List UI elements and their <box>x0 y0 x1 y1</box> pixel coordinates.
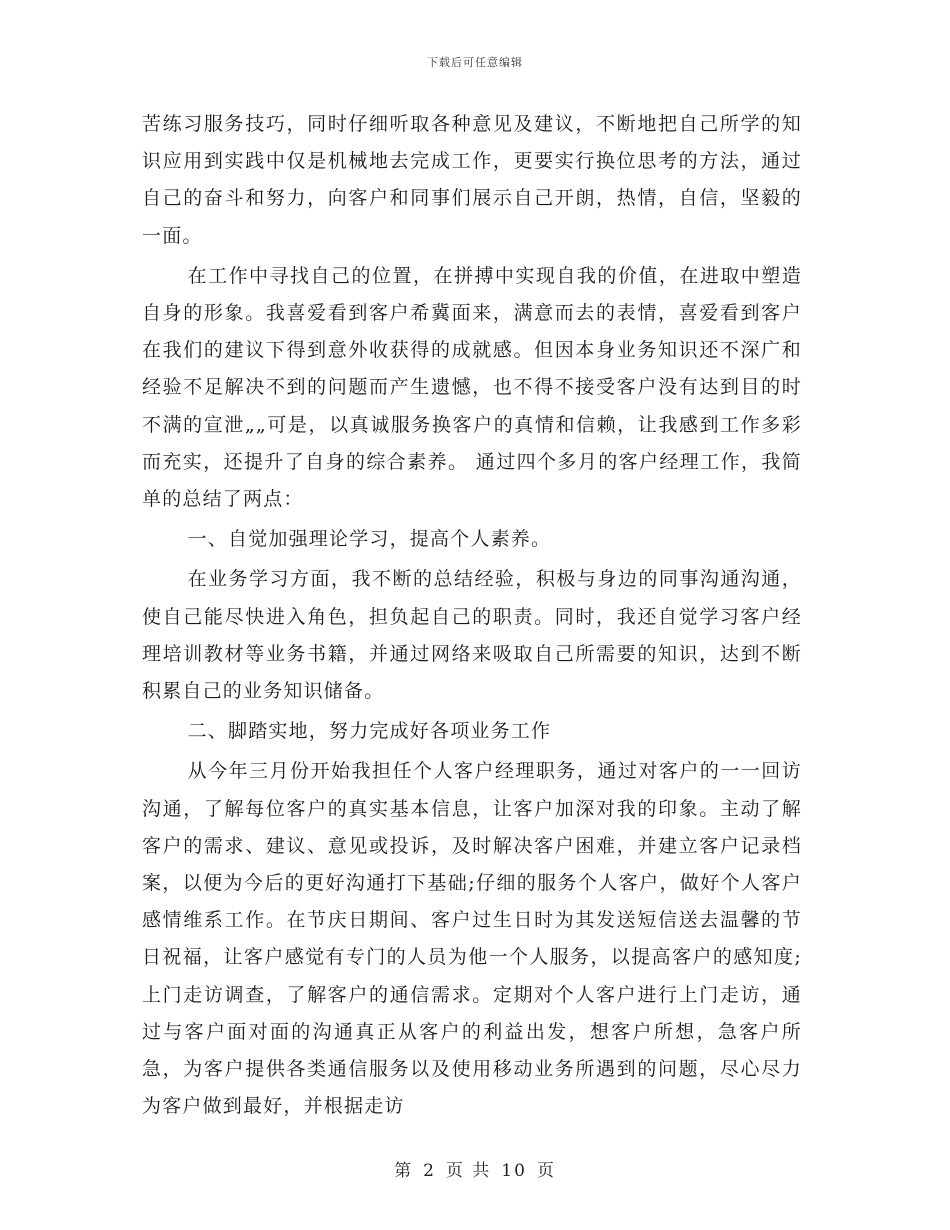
footer-prefix: 第 <box>394 1161 414 1181</box>
page-footer <box>0 1156 950 1181</box>
page-header-note: 下载后可任意编辑 <box>427 56 523 69</box>
document-body <box>142 106 802 1128</box>
paragraph-4: 在业务学习方面，我不断的总结经验，积极与身边的同事沟通沟通，使自己能尽快进入角色，担负起自己的职责。同时，我还自觉学习客户经理培训教材等业务书籍，并通过网络来吸取自己所需要的知识，达到不断积累自己的业务知识储备。 <box>142 568 802 703</box>
footer-total-pages: 10 <box>501 1161 527 1181</box>
paragraph-3-heading: 一、自觉加强理论学习，提高个人素养。 <box>187 528 552 551</box>
footer-page-number: 2 <box>423 1161 436 1181</box>
footer-suffix: 页 <box>536 1161 556 1181</box>
paragraph-2: 在工作中寻找自己的位置，在拼搏中实现自我的价值，在进取中塑造自身的形象。我喜爱看到客户希冀面来，满意而去的表情，喜爱看到客户在我们的建议下得到意外收获得的成就感。但因本身业务知识还不深广和经验不足解决不到的问题而产生遗憾，也不得不接受客户没有达到目的时不满的宣泄„„可是，以真诚服务换客户的真情和信赖，让我感到工作多彩而充实，还提升了自身的综合素养。 通过四个多月的客户经理工作，我简单的总结了两点： <box>142 264 802 511</box>
paragraph-5-heading: 二、脚踏实地，努力完成好各项业务工作 <box>187 720 552 743</box>
paragraph-1: 苦练习服务技巧，同时仔细听取各种意见及建议，不断地把自己所学的知识应用到实践中仅是机械地去完成工作，更要实行换位思考的方法，通过自己的奋斗和努力，向客户和同事们展示自己开朗，热情，自信，坚毅的一面。 <box>142 113 802 247</box>
footer-mid: 页 共 <box>445 1161 492 1181</box>
paragraph-6: 从今年三月份开始我担任个人客户经理职务，通过对客户的一一回访沟通，了解每位客户的真实基本信息，让客户加深对我的印象。主动了解客户的需求、建议、意见或投诉，及时解决客户困难，并建立客户记录档案，以便为今后的更好沟通打下基础;仔细的服务个人客户，做好个人客户感情维系工作。在节庆日期间、客户过生日时为其发送短信送去温馨的节日祝福，让客户感觉有专门的人员为他一个人服务，以提高客户的感知度;上门走访调查，了解客户的通信需求。定期对个人客户进行上门走访，通过与客户面对面的沟通真正从客户的利益出发，想客户所想，急客户所急，为客户提供各类通信服务以及使用移动业务所遇到的问题，尽心尽力为客户做到最好，并根据走访 <box>142 760 802 1118</box>
